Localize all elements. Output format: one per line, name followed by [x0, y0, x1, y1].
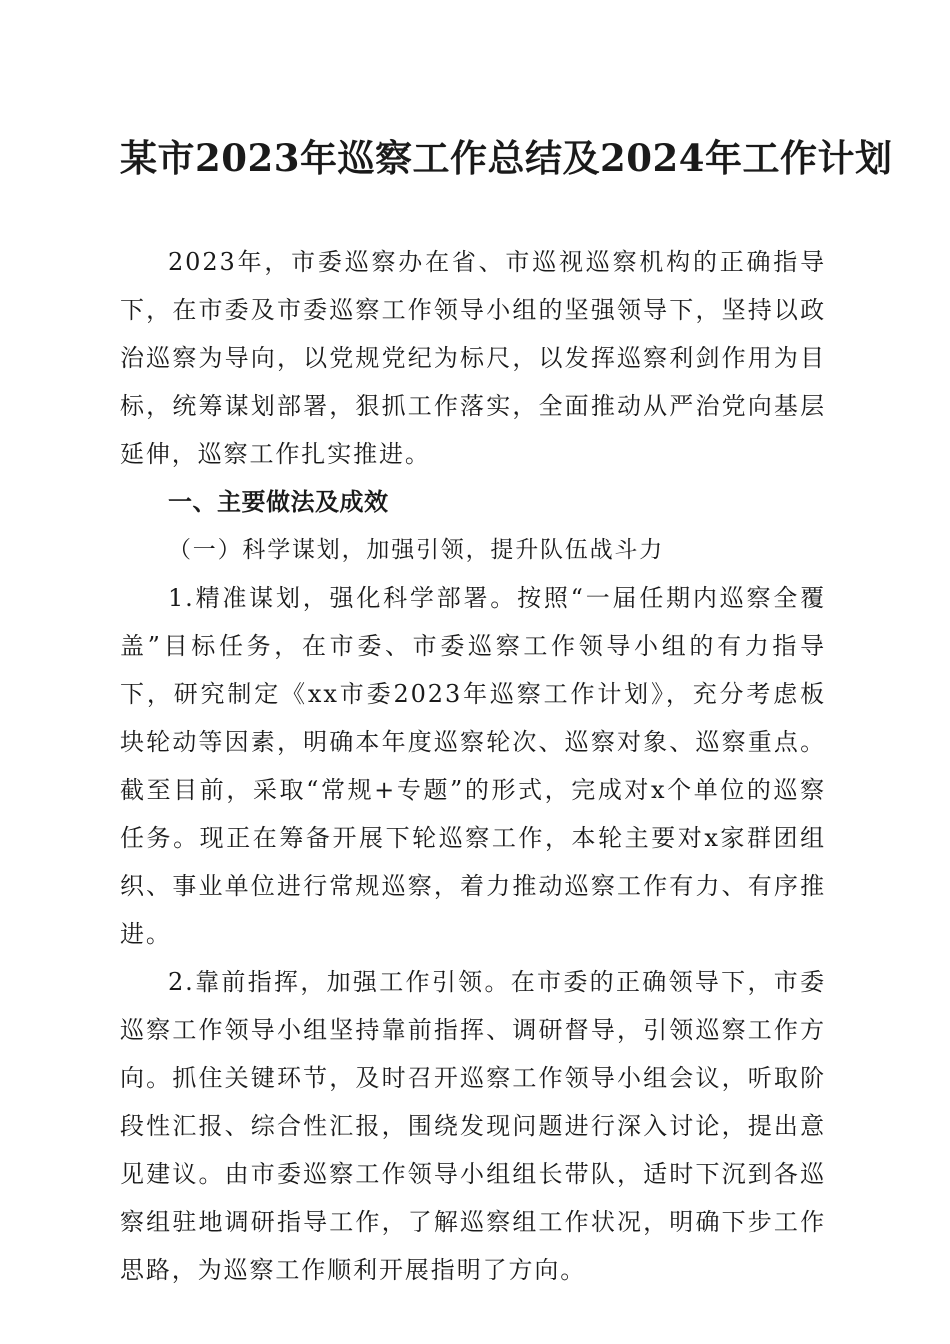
document-body — [120, 238, 826, 1294]
subsection-heading-1: （一）科学谋划，加强引领，提升队伍战斗力 — [168, 537, 664, 563]
document-title: 某市2023年巡察工作总结及2024年工作计划 — [120, 136, 893, 180]
section-heading-1: 一、主要做法及成效 — [168, 488, 389, 516]
intro-paragraph: 2023年，市委巡察办在省、市巡视巡察机构的正确指导下，在市委及市委巡察工作领导小组的坚强领导下，坚持以政治巡察为导向，以党规党纪为标尺，以发挥巡察利剑作用为目标，统筹谋划部署，狠抓工作落实，全面推动从严治党向基层延伸，巡察工作扎实推进。 — [120, 248, 826, 468]
document-page — [120, 128, 893, 1294]
item-paragraph-2: 2.靠前指挥，加强工作引领。在市委的正确领导下，市委巡察工作领导小组坚持靠前指挥、调研督导，引领巡察工作方向。抓住关键环节，及时召开巡察工作领导小组会议，听取阶段性汇报、综合性汇报，围绕发现问题进行深入讨论，提出意见建议。由市委巡察工作领导小组组长带队，适时下沉到各巡察组驻地调研指导工作，了解巡察组工作状况，明确下步工作思路，为巡察工作顺利开展指明了方向。 — [120, 968, 826, 1284]
item-paragraph-1: 1.精准谋划，强化科学部署。按照“一届任期内巡察全覆盖”目标任务，在市委、市委巡察工作领导小组的有力指导下，研究制定《xx市委2023年巡察工作计划》，充分考虑板块轮动等因素，明确本年度巡察轮次、巡察对象、巡察重点。截至目前，采取“常规+专题”的形式，完成对x个单位的巡察任务。现正在筹备开展下轮巡察工作，本轮主要对x家群团组织、事业单位进行常规巡察，着力推动巡察工作有力、有序推进。 — [120, 584, 826, 948]
